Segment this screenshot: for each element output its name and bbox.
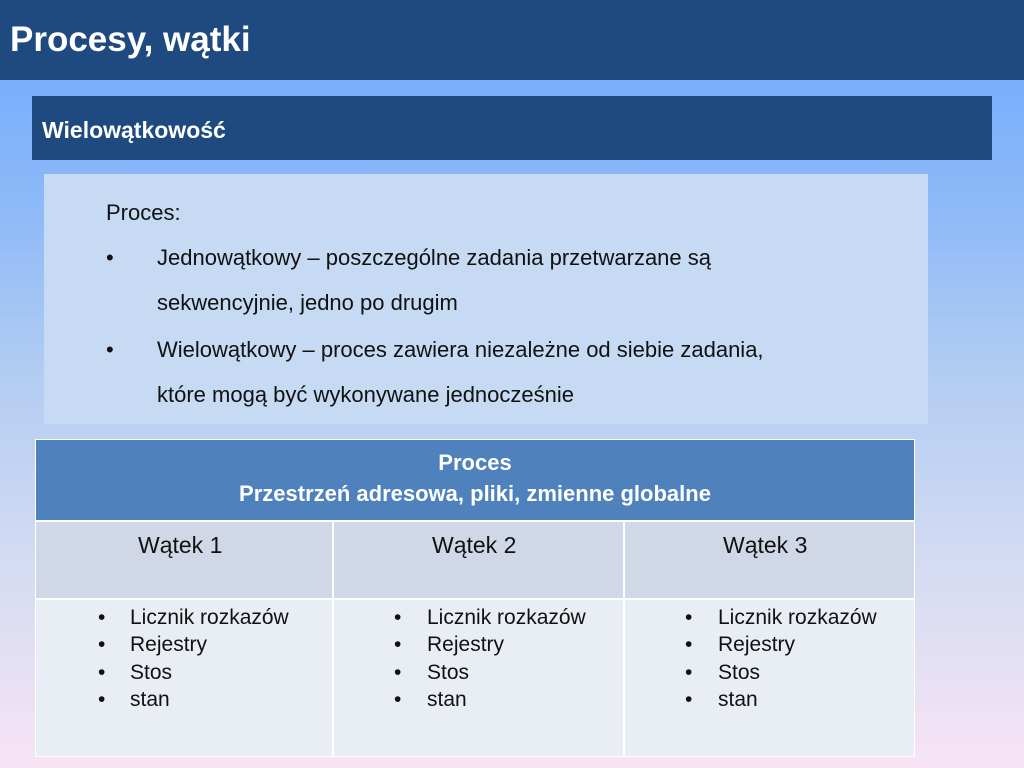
list-item: Rejestry xyxy=(130,633,208,656)
thread-title: Wątek 3 xyxy=(723,532,808,558)
list-item: Stos xyxy=(427,661,470,684)
slide-subtitle: Wielowątkowość xyxy=(42,117,226,143)
list-bullet: • xyxy=(394,606,402,629)
table-header-subtitle: Przestrzeń adresowa, pliki, zmienne globalne xyxy=(239,481,711,506)
list-bullet: • xyxy=(685,661,693,684)
list-item: Stos xyxy=(718,661,761,684)
list-item: stan xyxy=(427,688,467,711)
bullet-line: które mogą być wykonywane jednocześnie xyxy=(157,382,575,407)
bullet-marker: • xyxy=(106,337,114,362)
subtitle-bar xyxy=(32,96,992,160)
thread-title-cell xyxy=(36,522,332,598)
list-bullet: • xyxy=(685,688,693,711)
content-box xyxy=(44,174,928,424)
content-heading: Proces: xyxy=(106,200,181,225)
thread-title: Wątek 1 xyxy=(138,532,223,558)
list-bullet: • xyxy=(98,633,106,656)
list-item: Rejestry xyxy=(718,633,796,656)
table-divider xyxy=(36,598,914,600)
list-item: Stos xyxy=(130,661,173,684)
list-bullet: • xyxy=(394,633,402,656)
thread-items-cell xyxy=(334,600,623,756)
bullet-line: sekwencyjnie, jedno po drugim xyxy=(157,290,458,315)
table-divider xyxy=(623,522,625,756)
bullet-line: Wielowątkowy – proces zawiera niezależne od siebie zadania, xyxy=(157,337,764,362)
list-bullet: • xyxy=(98,606,106,629)
list-item: Licznik rozkazów xyxy=(718,606,877,629)
title-bar xyxy=(0,0,1024,80)
thread-title-cell xyxy=(334,522,623,598)
list-item: Rejestry xyxy=(427,633,505,656)
list-item: stan xyxy=(130,688,170,711)
table-divider xyxy=(332,522,334,756)
list-bullet: • xyxy=(98,661,106,684)
process-table xyxy=(35,439,915,757)
list-bullet: • xyxy=(685,633,693,656)
bullet-marker: • xyxy=(106,245,114,270)
thread-items-cell xyxy=(625,600,914,756)
list-item: stan xyxy=(718,688,758,711)
list-item: Licznik rozkazów xyxy=(427,606,586,629)
slide-title: Procesy, wątki xyxy=(10,20,251,59)
list-item: Licznik rozkazów xyxy=(130,606,289,629)
list-bullet: • xyxy=(394,661,402,684)
thread-title-cell xyxy=(625,522,914,598)
bullet-line: Jednowątkowy – poszczególne zadania przetwarzane są xyxy=(157,245,711,270)
thread-items-cell xyxy=(36,600,332,756)
thread-title: Wątek 2 xyxy=(432,532,517,558)
table-header xyxy=(36,440,914,522)
list-bullet: • xyxy=(394,688,402,711)
list-bullet: • xyxy=(98,688,106,711)
list-bullet: • xyxy=(685,606,693,629)
table-header-title: Proces xyxy=(438,450,512,475)
